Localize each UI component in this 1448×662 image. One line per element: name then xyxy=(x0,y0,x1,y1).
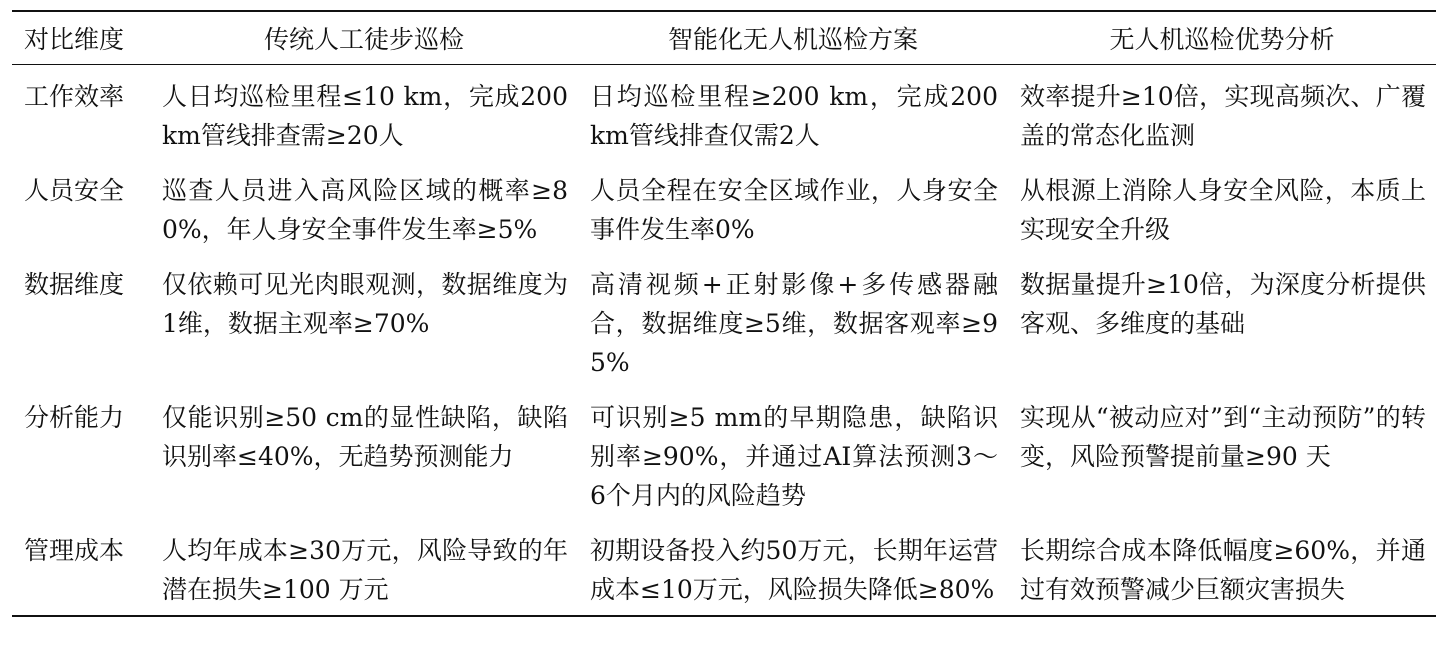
row-dimension: 分析能力 xyxy=(24,403,125,432)
header-traditional: 传统人工徒步巡检 xyxy=(263,25,464,54)
table-row xyxy=(12,521,1436,616)
cell-drone: 可识别≥5 mm的早期隐患，缺陷识别率≥90%，并通过AI算法预测3～6个月内的风险趋势 xyxy=(590,403,998,510)
table-row xyxy=(12,255,1436,388)
cell-drone: 高清视频+正射影像+多传感器融合，数据维度≥5维，数据客观率≥95% xyxy=(590,270,998,377)
row-dimension: 数据维度 xyxy=(24,270,125,299)
header-drone: 智能化无人机巡检方案 xyxy=(667,25,918,54)
row-dimension: 管理成本 xyxy=(24,536,125,565)
cell-traditional: 仅依赖可见光肉眼观测，数据维度为1维，数据主观率≥70% xyxy=(162,270,568,338)
cell-drone: 初期设备投入约50万元，长期年运营成本≤10万元，风险损失降低≥80% xyxy=(590,536,998,604)
cell-traditional: 人均年成本≥30万元，风险导致的年潜在损失≥100 万元 xyxy=(162,536,568,604)
cell-advantage: 效率提升≥10倍，实现高频次、广覆盖的常态化监测 xyxy=(1020,82,1426,150)
cell-advantage: 长期综合成本降低幅度≥60%，并通过有效预警减少巨额灾害损失 xyxy=(1020,536,1426,604)
table-header xyxy=(12,11,1436,65)
cell-drone: 日均巡检里程≥200 km，完成200 km管线排查仅需2人 xyxy=(590,82,998,150)
cell-advantage: 从根源上消除人身安全风险，本质上实现安全升级 xyxy=(1020,176,1426,244)
table-row xyxy=(12,161,1436,255)
comparison-table xyxy=(12,10,1436,617)
cell-drone: 人员全程在安全区域作业，人身安全事件发生率0% xyxy=(590,176,998,244)
header-dimension: 对比维度 xyxy=(24,25,125,54)
cell-traditional: 人日均巡检里程≤10 km，完成200 km管线排查需≥20人 xyxy=(162,82,568,150)
cell-advantage: 实现从“被动应对”到“主动预防”的转变，风险预警提前量≥90 天 xyxy=(1020,403,1426,471)
row-dimension: 人员安全 xyxy=(24,176,125,205)
cell-traditional: 巡查人员进入高风险区域的概率≥80%，年人身安全事件发生率≥5% xyxy=(162,176,568,244)
table-body xyxy=(12,65,1436,617)
cell-traditional: 仅能识别≥50 cm的显性缺陷，缺陷识别率≤40%，无趋势预测能力 xyxy=(162,403,568,471)
table-row xyxy=(12,65,1436,162)
cell-advantage: 数据量提升≥10倍，为深度分析提供客观、多维度的基础 xyxy=(1020,270,1426,338)
header-row xyxy=(12,11,1436,65)
row-dimension: 工作效率 xyxy=(24,82,125,111)
table-row xyxy=(12,388,1436,521)
header-advantage: 无人机巡检优势分析 xyxy=(1109,25,1335,54)
